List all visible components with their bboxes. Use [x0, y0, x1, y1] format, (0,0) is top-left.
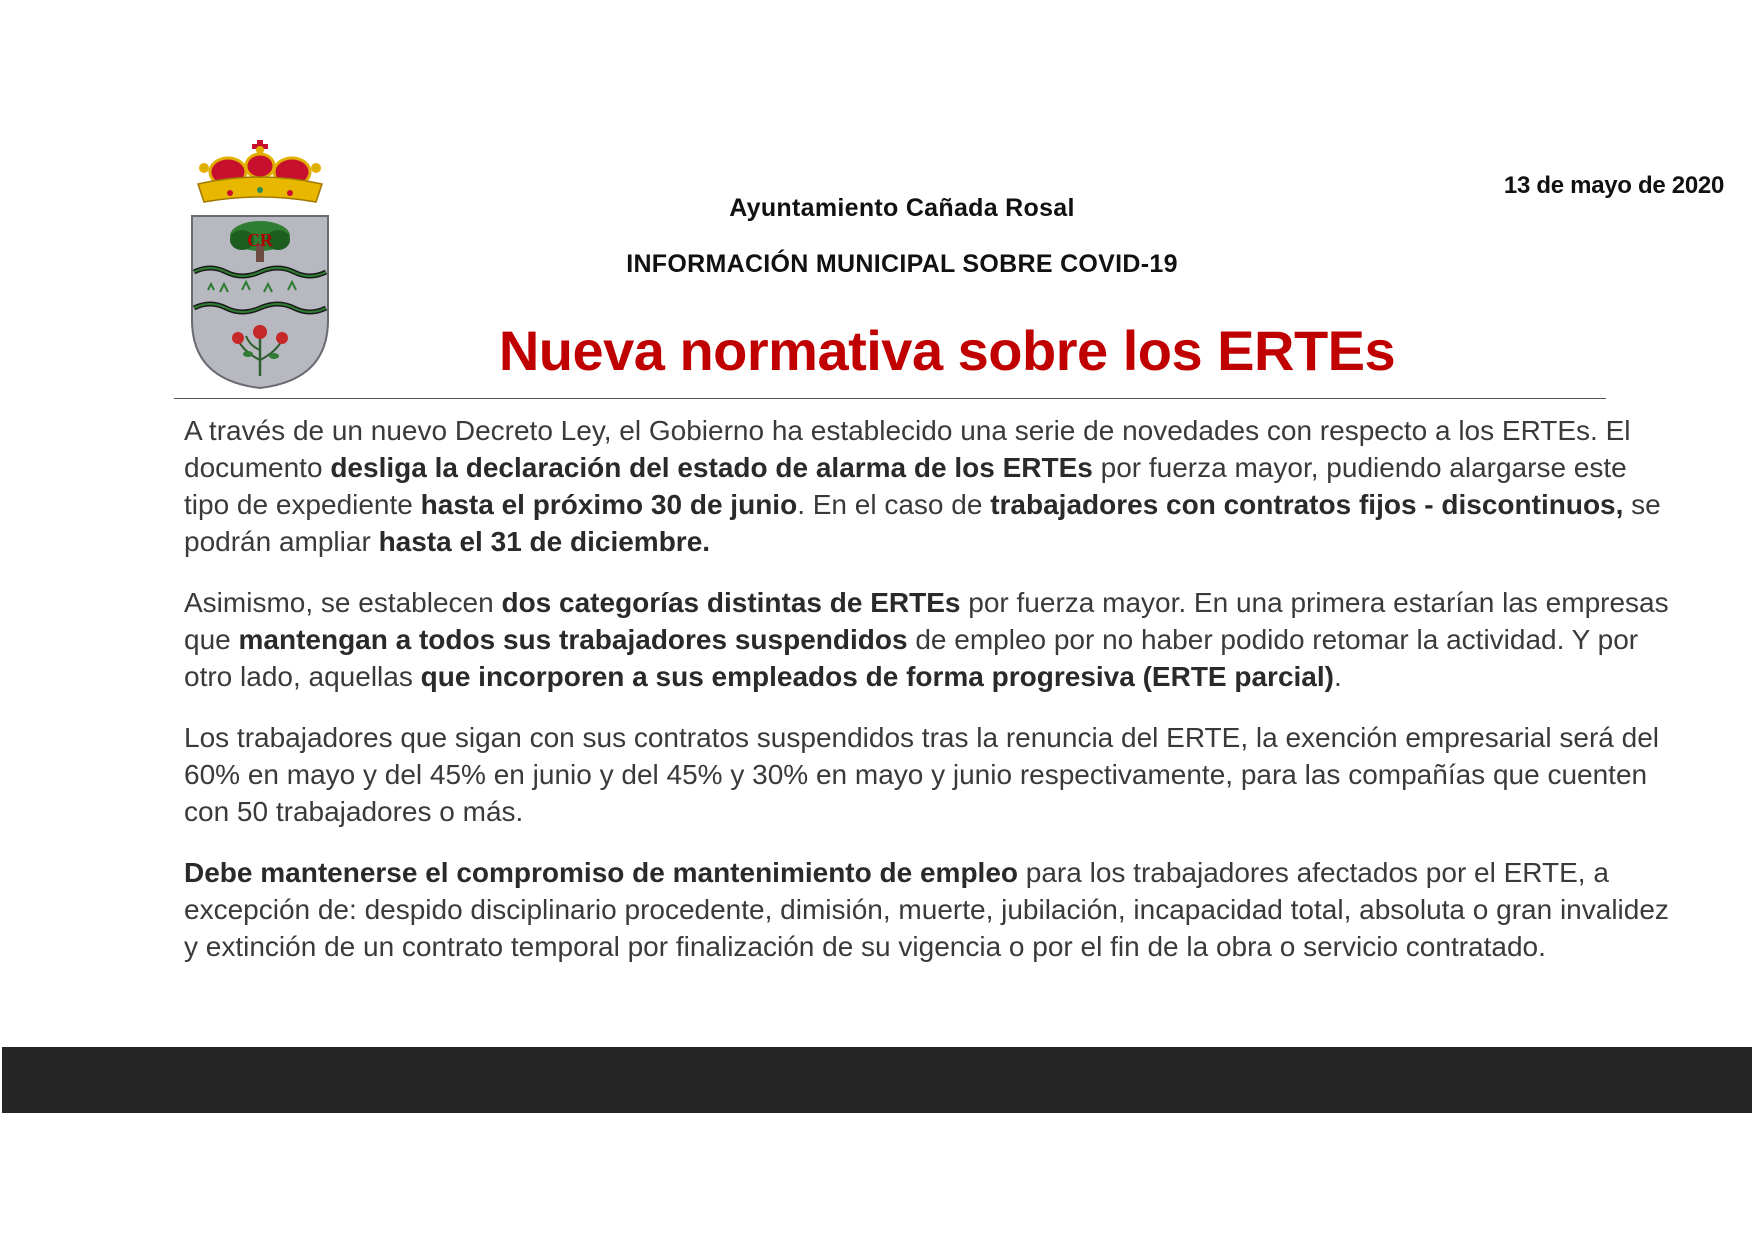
organization-name: Ayuntamiento Cañada Rosal [729, 194, 1075, 222]
crest-monogram: CR [247, 230, 273, 250]
crown-icon [198, 140, 322, 202]
footer-bar [2, 1047, 1752, 1113]
paragraph-4: Debe mantenerse el compromiso de mantenimiento de empleo para los trabajadores afectados por el ERTE, a excepción de: despido disciplinario procedente, dimisión, muerte, jubilación, incapacidad total, absoluta o gran invalidez y extinción de un contrato temporal por finalización de su vigencia o por el fin de la obra o servicio contratado. [184, 857, 1669, 962]
paragraph-3: Los trabajadores que sigan con sus contratos suspendidos tras la renuncia del ERTE, la exención empresarial será del 60% en mayo y del 45% en junio y del 45% y 30% en mayo y junio respectivamente, para las compañías que cuenten con 50 trabajadores o más. [184, 722, 1659, 827]
article-body [184, 412, 1674, 989]
paragraph-2: Asimismo, se establecen dos categorías distintas de ERTEs por fuerza mayor. En una primera estarían las empresas que mantengan a todos sus trabajadores suspendidos de empleo por no haber podido retomar la actividad. Y por otro lado, aquellas que incorporen a sus empleados de forma progresiva (ERTE parcial). [184, 587, 1669, 692]
document-date: 13 de mayo de 2020 [1503, 172, 1724, 199]
document-subtitle: INFORMACIÓN MUNICIPAL SOBRE COVID-19 [626, 250, 1178, 278]
title-divider [174, 398, 1606, 399]
page-title: Nueva normativa sobre los ERTEs [498, 319, 1396, 382]
paragraph-1: A través de un nuevo Decreto Ley, el Gobierno ha establecido una serie de novedades con respecto a los ERTEs. El documento desliga la declaración del estado de alarma de los ERTEs por fuerza mayor, pudiendo alargarse este tipo de expediente hasta el próximo 30 de junio. En el caso de trabajadores con contratos fijos - discontinuos, se podrán ampliar hasta el 31 de diciembre. [184, 415, 1661, 557]
